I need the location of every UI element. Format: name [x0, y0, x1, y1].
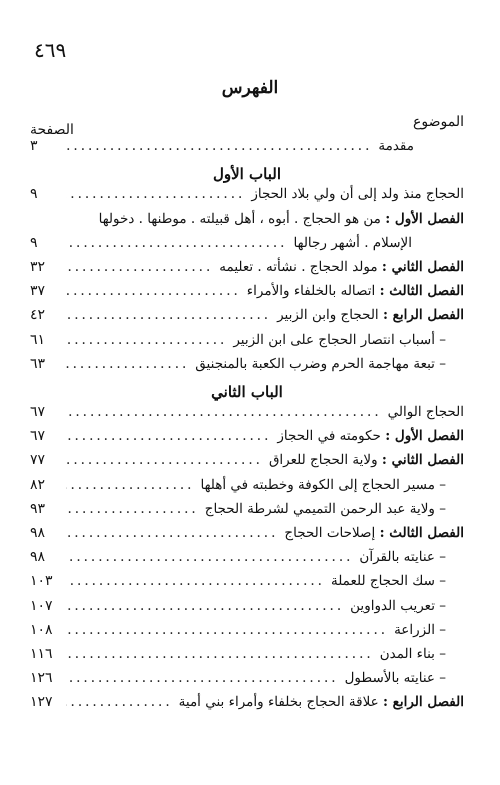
page-ref: ٨٢ — [30, 476, 46, 493]
toc-entry-text — [200, 477, 446, 493]
page-ref: ١٠٨ — [30, 621, 53, 638]
chapter-label: الفصل الثاني : — [381, 452, 464, 469]
toc-entry-text — [350, 598, 446, 614]
dot-leader — [66, 307, 271, 323]
toc-entry-text — [277, 428, 464, 444]
toc-entry-title: اتصاله بالخلفاء والأمراء — [246, 283, 376, 300]
dot-leader — [66, 235, 287, 251]
toc-entry-title: علاقة الحجاج بخلفاء وأمراء بني أمية — [178, 694, 379, 711]
toc-entry-text — [247, 283, 464, 299]
toc-entry-text — [293, 235, 412, 251]
toc-entry[interactable] — [30, 332, 464, 356]
part-heading: الباب الأول — [212, 165, 282, 184]
toc-entry-text — [179, 694, 464, 710]
toc-entry-title: مقدمة — [378, 138, 414, 154]
toc-entry-title: ولاية عبد الرحمن التميمي لشرطة الحجاج — [204, 500, 435, 517]
toc-entry[interactable] — [30, 477, 464, 501]
chapter-label: الفصل الرابع : — [382, 694, 464, 711]
toc-entry[interactable] — [30, 525, 464, 549]
chapter-label: الفصل الأول : — [385, 428, 464, 445]
toc-entry[interactable] — [30, 452, 464, 476]
toc-entry[interactable] — [30, 428, 464, 452]
toc-entry-title: الزراعة — [394, 621, 435, 638]
chapter-label: الفصل الرابع : — [382, 307, 464, 324]
toc-entry[interactable] — [30, 283, 464, 307]
column-headers — [30, 114, 464, 138]
toc-entry-text — [359, 549, 446, 565]
chapter-label: الفصل الثالث : — [379, 525, 464, 541]
dot-leader — [66, 186, 245, 202]
toc-entry[interactable] — [30, 501, 464, 525]
page-ref: ٩ — [30, 234, 38, 251]
page-ref: ٩٨ — [30, 525, 46, 541]
dot-leader — [66, 573, 325, 589]
toc-entry[interactable] — [30, 646, 464, 670]
toc-entry-title: من هو الحجاج . أبوه ، أهل قبيلته . موطنها . دخولها — [98, 210, 381, 227]
dot-leader — [66, 452, 263, 468]
toc-entry-title: عنايته بالقرآن — [359, 549, 435, 566]
page-ref: ١٢٦ — [30, 670, 53, 687]
part-heading: الباب الثاني — [211, 382, 283, 401]
toc-entry-title: الحجاج الوالي — [387, 404, 464, 421]
toc-entry-text — [251, 186, 464, 202]
page-ref: ١٢٧ — [30, 694, 53, 711]
page-number: ٤٦٩ — [34, 38, 67, 62]
toc-entry-text — [394, 622, 446, 638]
dot-leader — [66, 404, 382, 420]
toc-list — [30, 138, 464, 719]
toc-entry-title: تعريب الدواوين — [350, 597, 435, 614]
dot-leader — [66, 622, 388, 638]
dot-leader — [66, 598, 344, 614]
page-ref: ٦١ — [30, 331, 46, 348]
page-ref: ٣٧ — [30, 283, 46, 300]
toc-entry[interactable] — [30, 307, 464, 331]
toc-entry-text — [388, 404, 464, 420]
page-ref: ٤٢ — [30, 307, 46, 324]
toc-entry-text — [378, 138, 414, 154]
toc-entry[interactable] — [30, 356, 464, 380]
page-ref: ٩٣ — [30, 500, 46, 517]
page-ref: ٧٧ — [30, 452, 46, 469]
dot-leader — [66, 477, 194, 493]
page-ref: ١٠٧ — [30, 597, 53, 614]
page-ref: ٣ — [30, 138, 38, 154]
toc-entry[interactable] — [30, 259, 464, 283]
toc-entry-text — [331, 573, 446, 589]
toc-entry[interactable] — [30, 573, 464, 597]
toc-entry-text — [380, 646, 446, 662]
toc-entry[interactable] — [30, 598, 464, 622]
toc-entry-title: الحجاج منذ ولد إلى أن ولي بلاد الحجاز — [251, 186, 464, 203]
toc-entry-title: الحجاج وابن الزبير — [277, 307, 379, 324]
dot-leader — [66, 283, 241, 299]
chapter-label: الفصل الثاني : — [381, 258, 464, 275]
toc-entry-title: إصلاحات الحجاج — [284, 525, 376, 541]
toc-entry-title: أسباب انتصار الحجاج على ابن الزبير — [233, 331, 435, 348]
dot-leader — [66, 694, 173, 710]
toc-entry-text — [205, 501, 446, 517]
page-ref: ٩ — [30, 186, 38, 203]
toc-entry-text — [284, 525, 464, 541]
toc-entry[interactable] — [30, 186, 464, 210]
toc-entry-title: تبعة مهاجمة الحرم وضرب الكعبة بالمنجنيق — [195, 355, 435, 372]
page-ref: ٦٣ — [30, 355, 46, 372]
dot-leader — [66, 259, 213, 275]
page-ref: ١١٦ — [30, 645, 53, 662]
page-ref: ٦٧ — [30, 404, 46, 421]
toc-entry[interactable] — [30, 549, 464, 573]
toc-entry-text — [345, 670, 446, 686]
toc-entry-title: الإسلام . أشهر رجالها — [293, 234, 412, 251]
page-ref: ١٠٣ — [30, 573, 53, 590]
toc-entry-text — [195, 356, 446, 372]
toc-entry-title: حكومته في الحجاز — [277, 428, 381, 445]
toc-entry-title: بناء المدن — [379, 645, 435, 662]
index-title: الفهرس — [221, 78, 279, 98]
dot-leader — [66, 670, 339, 686]
toc-entry-title: سك الحجاج للعملة — [330, 573, 435, 590]
dot-leader — [66, 138, 372, 154]
page-ref: ٩٨ — [30, 549, 46, 566]
toc-entry-title: ولاية الحجاج للعراق — [268, 452, 378, 469]
toc-entry[interactable] — [30, 622, 464, 646]
toc-entry[interactable] — [30, 670, 464, 694]
toc-entry[interactable] — [30, 138, 464, 162]
subject-column-header: الموضوع — [413, 114, 464, 130]
toc-entry[interactable] — [30, 211, 464, 235]
toc-entry-title: مسير الحجاج إلى الكوفة وخطبته في أهلها — [200, 476, 435, 493]
toc-entry[interactable] — [30, 404, 464, 428]
page-column-header: الصفحة — [30, 122, 74, 138]
dot-leader — [66, 332, 227, 348]
dot-leader — [66, 428, 271, 444]
dot-leader — [66, 646, 374, 662]
toc-entry[interactable] — [30, 694, 464, 718]
dot-leader — [66, 549, 353, 565]
page-ref: ٦٧ — [30, 428, 46, 445]
dot-leader — [66, 356, 189, 372]
toc-entry-text — [219, 259, 464, 275]
toc-entry-title: عنايته بالأسطول — [344, 670, 435, 687]
toc-entry[interactable] — [30, 235, 464, 259]
dot-leader — [66, 525, 278, 541]
toc-entry-text — [277, 307, 464, 323]
toc-entry-text — [269, 452, 464, 468]
toc-entry-title: مولد الحجاج . نشأته . تعليمه — [219, 258, 378, 275]
dot-leader — [66, 501, 199, 517]
page-ref: ٣٢ — [30, 258, 46, 275]
toc-entry-text — [99, 211, 464, 227]
chapter-label: الفصل الأول : — [385, 210, 464, 227]
chapter-label: الفصل الثالث : — [379, 283, 464, 300]
toc-entry-text — [233, 332, 446, 348]
